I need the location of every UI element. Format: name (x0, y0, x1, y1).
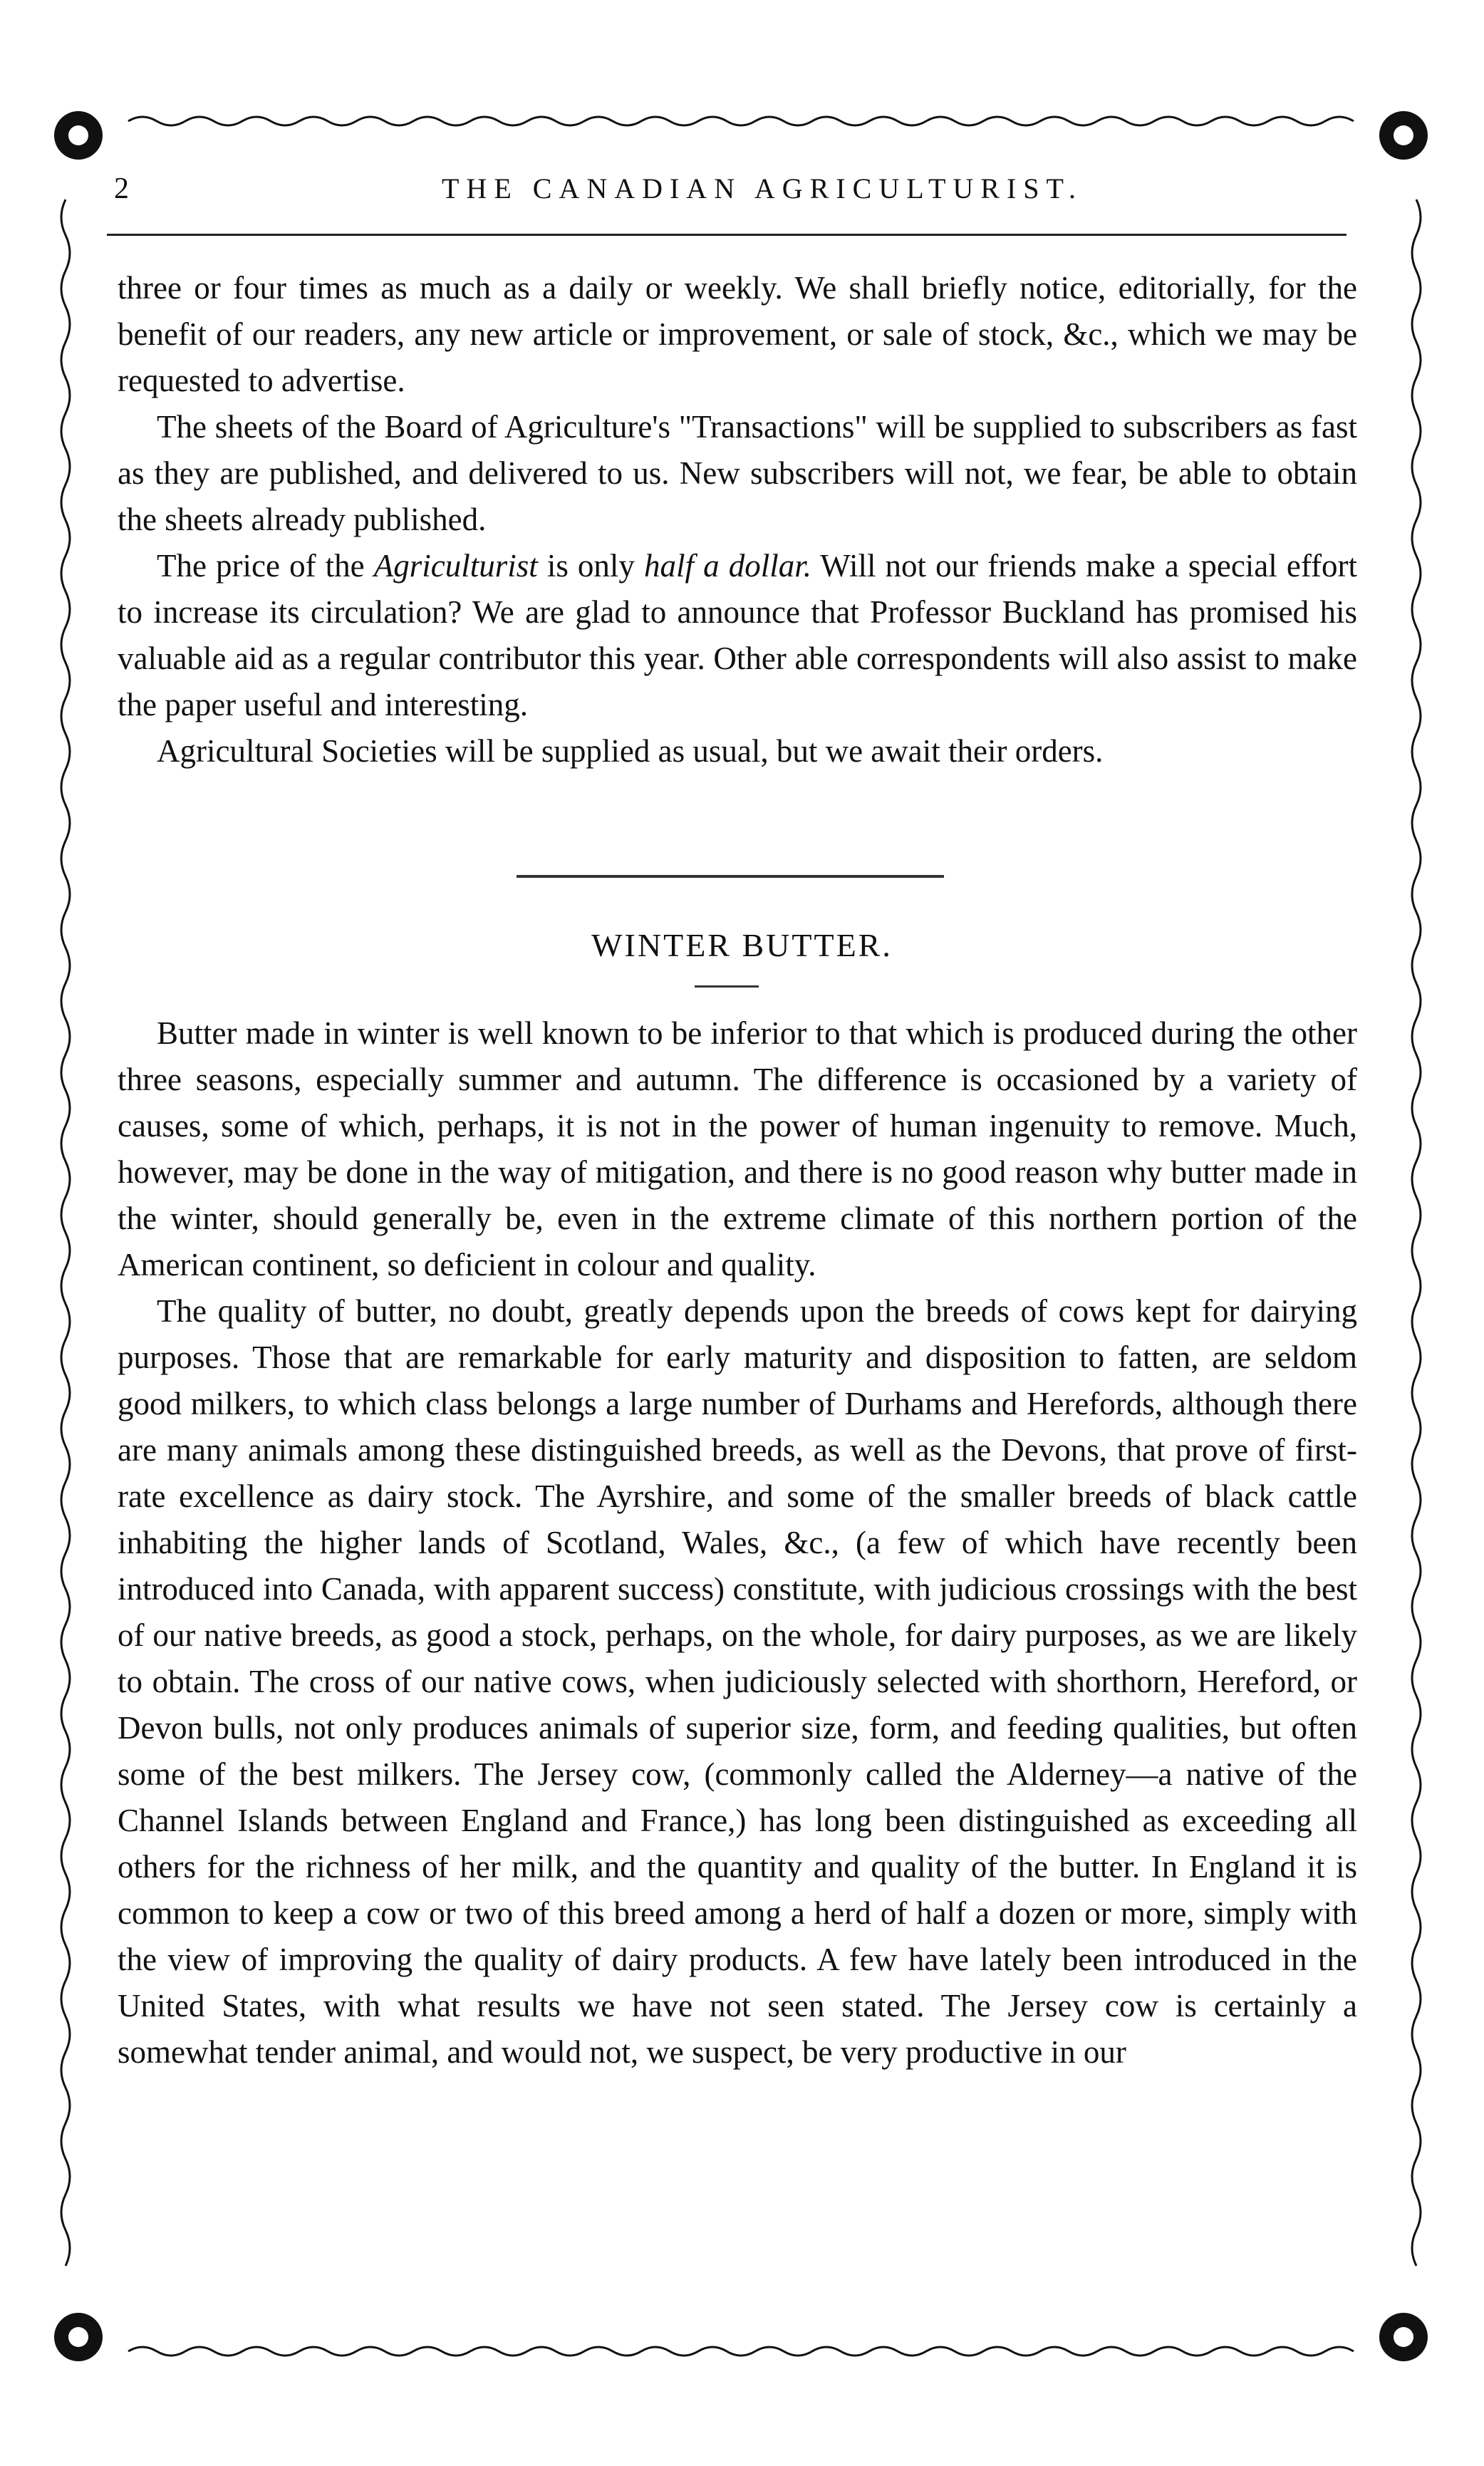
agriculturist-title: Agriculturist (373, 548, 538, 584)
intro-paragraph-3-text-b: is only (537, 548, 645, 584)
article-title: WINTER BUTTER. (591, 927, 893, 963)
intro-paragraph-1: three or four times as much as a daily or weekly. We shall briefly notice, editorially, for the benefit of our readers, any new article or improvement, or sale of stock, &c., which we may be requested to advertise. (118, 270, 1357, 398)
article-paragraph-2: The quality of butter, no doubt, greatly depends upon the breeds of cows kept for dairying purposes. Those that are remarkable for early maturity and disposition to fatten, are seldom good milkers, to which class belongs a large number of Durhams and Herefords, although there are many animals among these distinguished breeds, as well as the Devons, that prove of first-rate excellence as dairy stock. The Ayrshire, and some of the smaller breeds of black cattle inhabiting the higher lands of Scotland, Wales, &c., (a few of which have recently been introduced into Canada, with apparent success) constitute, with judicious crossings with the best of our native breeds, as good a stock, perhaps, on the whole, for dairy purposes, as we are likely to obtain. The cross of our native cows, when judiciously selected with shorthorn, Hereford, or Devon bulls, not only produces animals of superior size, form, and feeding qualities, but often some of the best milkers. The Jersey cow, (commonly called the Alderney—a native of the Channel Islands between England and France,) has long been distinguished as exceeding all others for the richness of her milk, and the quantity and quality of the butter. In England it is common to keep a cow or two of this breed among a herd of half a dozen or more, simply with the view of improving the quality of dairy products. A few have lately been introduced in the United States, with what results we have not seen stated. The Jersey cow is certainly a somewhat tender animal, and would not, we suspect, be very productive in our (118, 1293, 1357, 2070)
intro-section (118, 265, 1357, 774)
page-number: 2 (114, 172, 129, 205)
header-rule (107, 234, 1347, 236)
intro-paragraph-2: The sheets of the Board of Agriculture's "Transactions" will be supplied to subscribers as fast as they are published, and delivered to us. New subscribers will not, we fear, be able to obtain the sheets already published. (118, 409, 1357, 537)
article-body (118, 1010, 1357, 2076)
intro-paragraph-3-text-a: The price of the (157, 548, 374, 584)
title-underline (695, 985, 759, 988)
article-paragraph-1: Butter made in winter is well known to be inferior to that which is produced during the other three seasons, especially summer and autumn. The difference is occasioned by a variety of causes, some of which, perhaps, it is not in the power of human ingenuity to remove. Much, however, may be done in the way of mitigation, and there is no good reason why butter made in the winter, should generally be, even in the extreme climate of this northern portion of the American continent, so deficient in colour and quality. (118, 1015, 1357, 1283)
running-title: THE CANADIAN AGRICULTURIST. (442, 172, 1083, 204)
intro-paragraph-4: Agricultural Societies will be supplied as usual, but we await their orders. (157, 733, 1104, 769)
intro-paragraph-3-text-c: Will not our friends make a special effort to increase its circulation? We are glad to announce that Professor Buckland has promised his valuable aid as a regular contributor this year. Other able correspondents will also assist to make the paper useful and interesting. (118, 548, 1357, 722)
section-divider (517, 875, 944, 878)
price-emphasis: half a dollar. (644, 548, 811, 584)
page-header (114, 160, 1354, 217)
intro-paragraph-3 (118, 543, 1357, 728)
